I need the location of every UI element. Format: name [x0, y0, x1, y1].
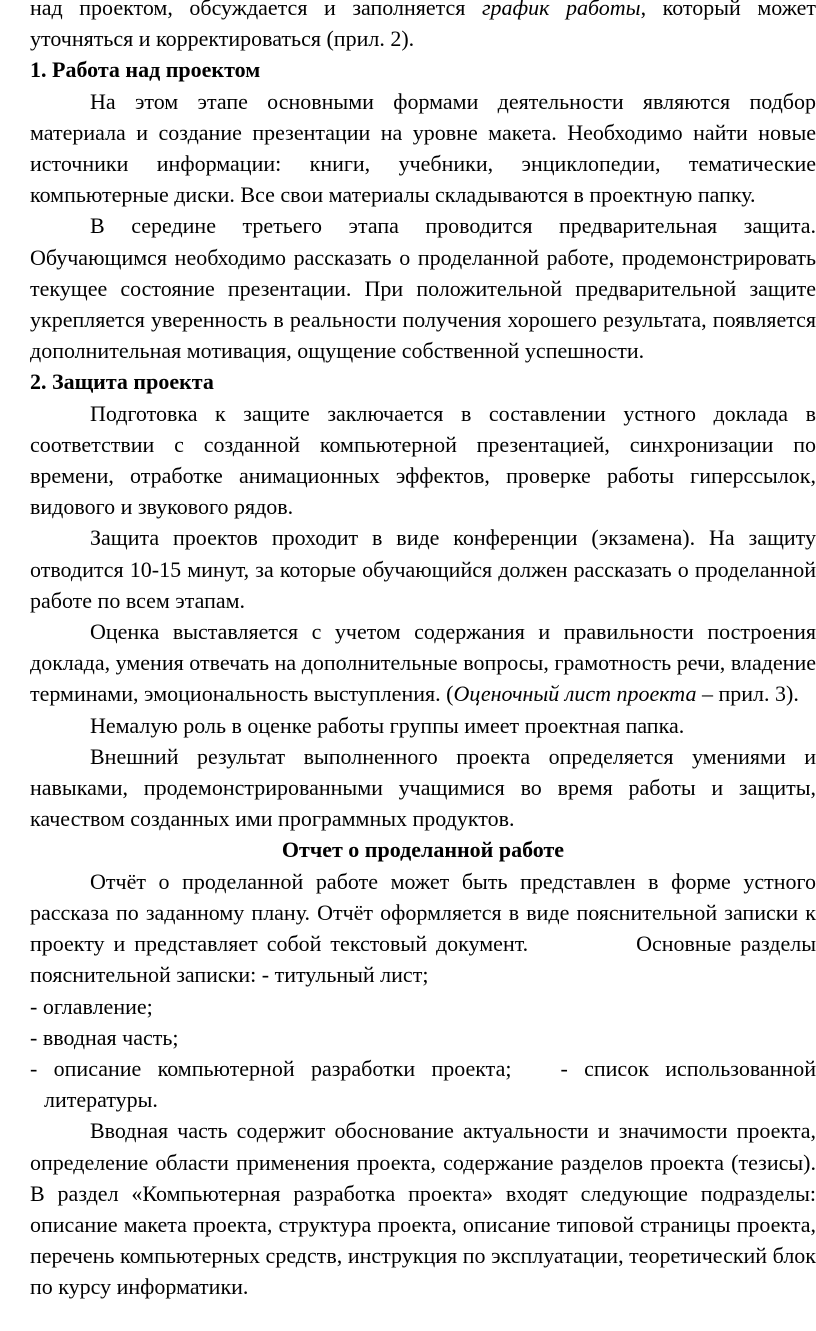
section-2-paragraph-3-start: Оценка выставляется с учетом содержания и правильности построения доклада, умения отвечать на дополнительные вопросы, грамотность речи, владение терминами, эмоциональность выступления. ( [30, 619, 816, 707]
section-2-paragraph-3-end: – прил. 3). [696, 681, 799, 707]
section-1-paragraph-2: В середине третьего этапа проводится предварительная защита. Обучающимся необходимо рассказать о проделанной работе, продемонстрировать текущее состояние презентации. При положительной предварительной защите укрепляется уверенность в реальности получения хорошего результата, появляется дополнительная мотивация, ощущение собственной успешности. [30, 213, 816, 364]
list-item: - вводная часть; [30, 1024, 179, 1050]
intro-text-end: , который может уточняться и корректироваться (прил. 2). [30, 0, 816, 52]
section-2-paragraph-3 [30, 616, 816, 710]
list-item: - описание компьютерной разработки проекта; - список использованной литературы. [30, 1055, 816, 1113]
intro-text-start: над проектом, обсуждается и заполняется [30, 0, 482, 20]
report-paragraph-2: Вводная часть содержит обоснование актуальности и значимости проекта, определение области применения проекта, содержание разделов проекта (тезисы). В раздел «Компьютерная разработка проекта» входят следующие подразделы: описание макета проекта, структура проекта, описание типовой страницы проекта, перечень компьютерных средств, инструкция по эксплуатации, теоретический блок по курсу информатики. [30, 1118, 816, 1300]
report-heading: Отчет о проделанной работе [281, 837, 565, 863]
section-2-paragraph-5: Внешний результат выполненного проекта определяется умениями и навыками, продемонстрированными учащимися во время работы и защиты, качеством созданных ими программных продуктов. [30, 743, 816, 832]
intro-paragraph [30, 0, 816, 54]
report-paragraph-1: Отчёт о проделанной работе может быть представлен в форме устного рассказа по заданному плану. Отчёт оформляется в виде пояснительной записки к проекту и представляет собой текстовый документ. Основные разделы пояснительной записки: - титульный лист; [30, 868, 816, 988]
document-page [30, 0, 816, 1303]
section-2-paragraph-1: Подготовка к защите заключается в составлении устного доклада в соответствии с созданной компьютерной презентацией, синхронизации по времени, отработке анимационных эффектов, проверке работы гиперссылок, видового и звукового рядов. [30, 400, 816, 520]
section-1-paragraph-1: На этом этапе основными формами деятельности являются подбор материала и создание презентации на уровне макета. Необходимо найти новые источники информации: книги, учебники, энциклопедии, тематические компьютерные диски. Все свои материалы складываются в проектную папку. [30, 88, 816, 208]
section-1-heading: 1. Работа над проектом [30, 57, 261, 83]
section-2-heading: 2. Защита проекта [30, 369, 214, 395]
section-2-paragraph-2: Защита проектов проходит в виде конференции (экзамена). На защиту отводится 10-15 минут, за которые обучающийся должен рассказать о проделанной работе по всем этапам. [30, 525, 816, 613]
section-2-paragraph-4: Немалую роль в оценке работы группы имеет проектная папка. [90, 712, 685, 738]
intro-italic-term: график работы [481, 0, 641, 20]
list-item: - оглавление; [30, 993, 153, 1019]
evaluation-sheet-reference: Оценочный лист проекта [453, 681, 697, 707]
